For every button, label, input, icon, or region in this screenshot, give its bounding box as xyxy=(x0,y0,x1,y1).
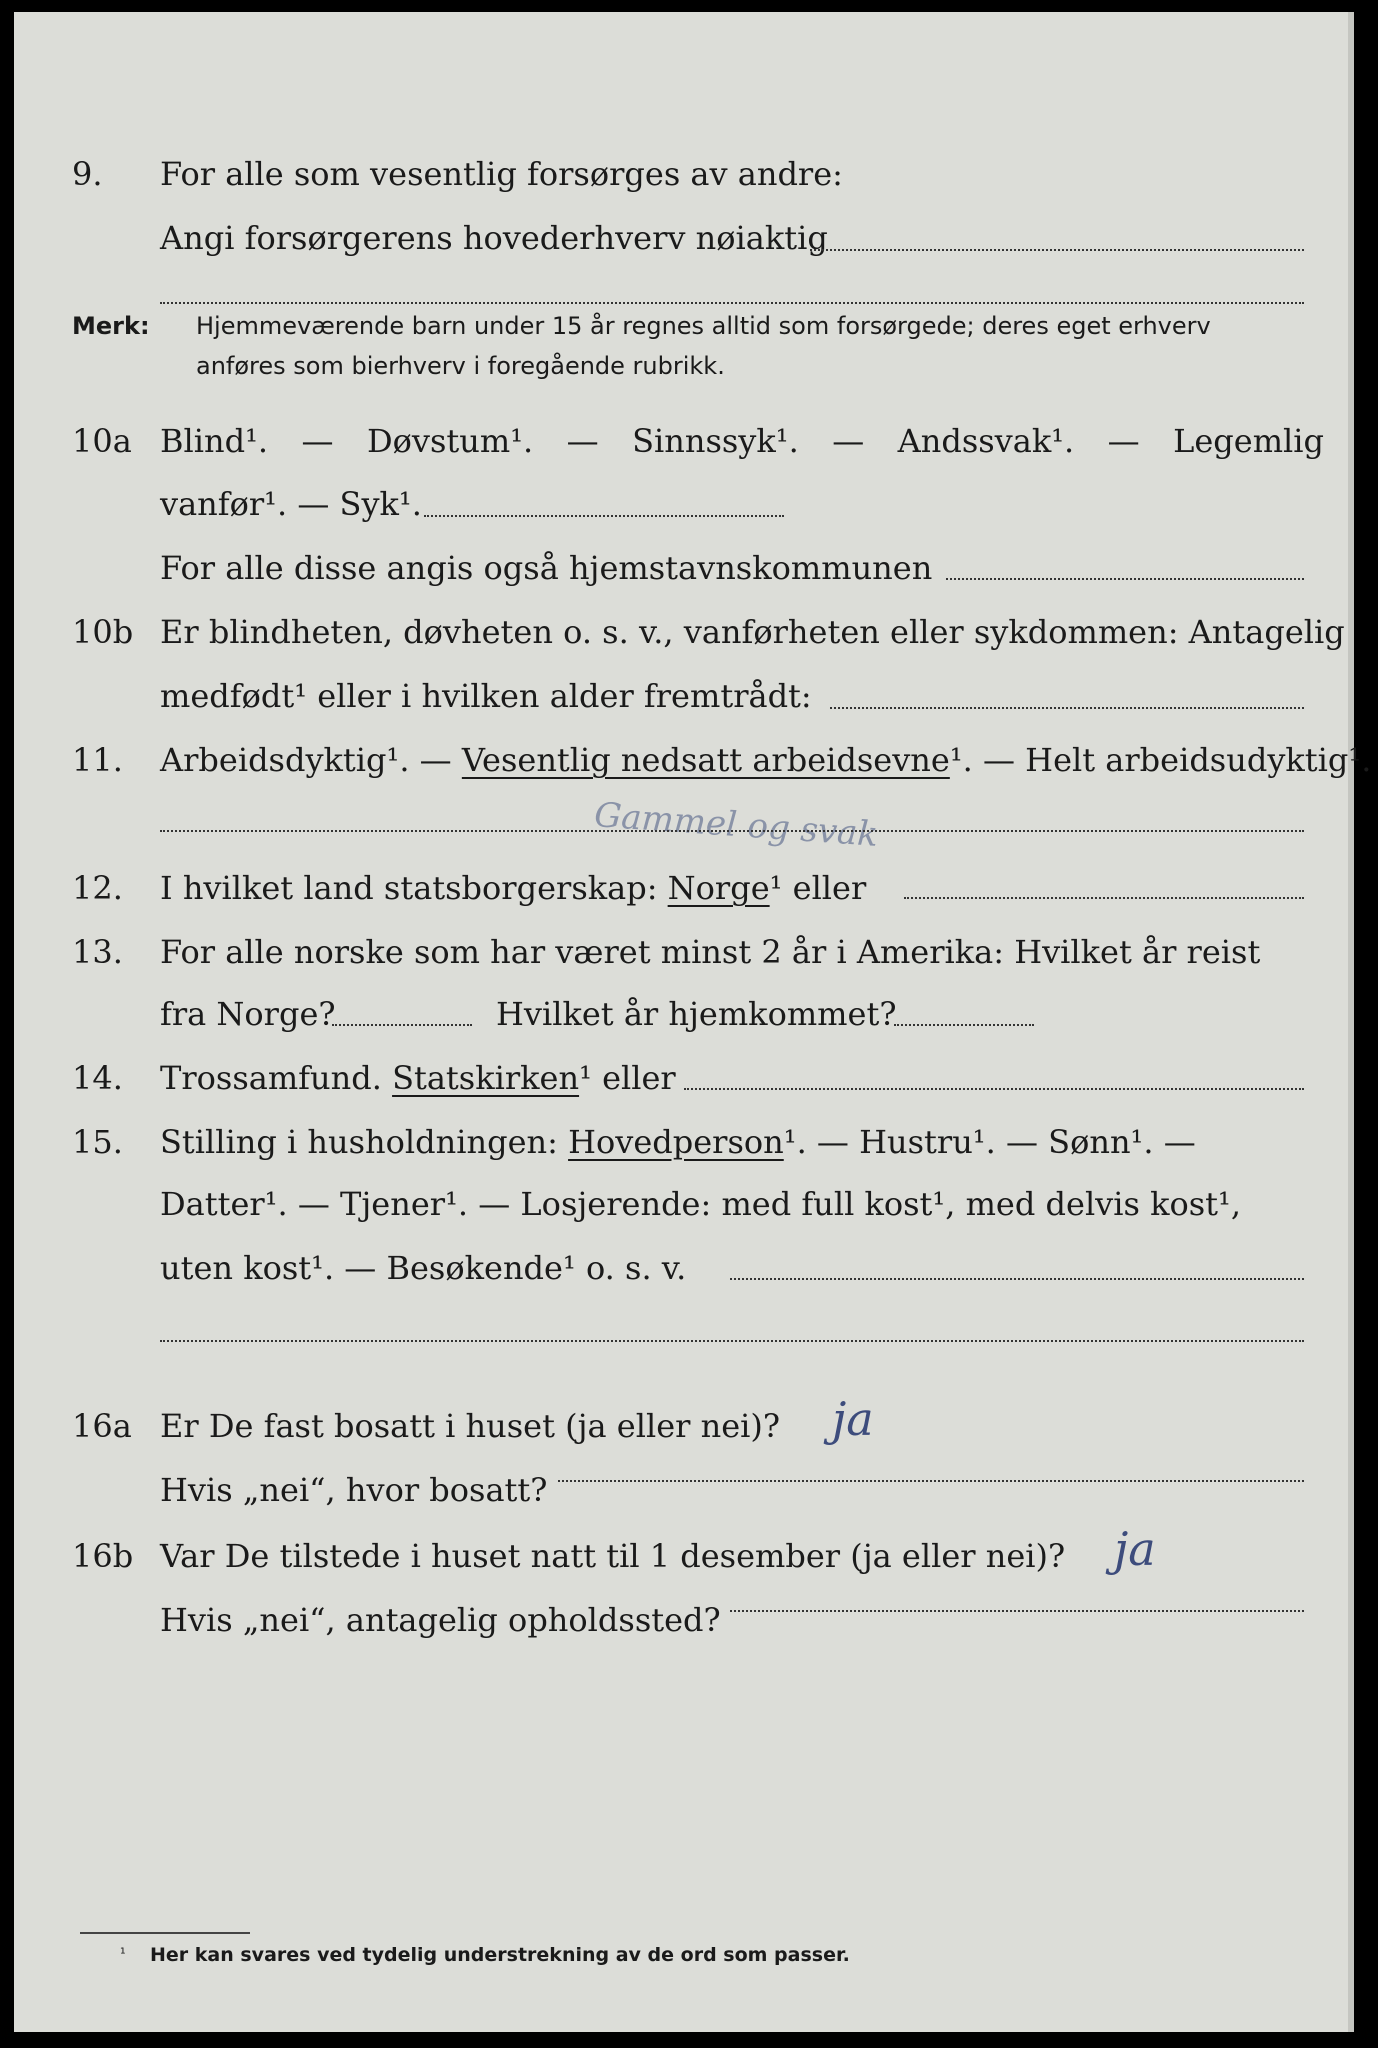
q16b-answer-line[interactable] xyxy=(730,1610,1304,1612)
q10b-number: 10b xyxy=(72,613,134,651)
q14-row xyxy=(14,1044,1354,1097)
q12-selected-norge[interactable]: Norge xyxy=(667,869,770,907)
q10b-line-2: medfødt¹ eller i hvilken alder fremtrådt: xyxy=(160,677,812,715)
footnote-text: Her kan svares ved tydelig understrekning av de ord som passer. xyxy=(150,1944,850,1966)
q10a-row xyxy=(14,407,1354,460)
q10a-home-answer-line[interactable] xyxy=(946,578,1304,580)
q16b-number: 16b xyxy=(72,1537,134,1575)
q9-occupation-label: Angi forsørgerens hovederhverv nøiaktig xyxy=(160,219,828,257)
q10a-row-3 xyxy=(14,534,1354,587)
q16a-line-2: Hvis „nei“, hvor bosatt? xyxy=(160,1471,548,1509)
q12-number: 12. xyxy=(72,869,123,907)
q15-line-1 xyxy=(160,1123,1196,1161)
q11-option-c[interactable]: ¹. — Helt arbeidsudyktig¹. xyxy=(949,741,1372,779)
q15-answer-line-2[interactable] xyxy=(160,1340,1304,1342)
q13-hjemkommet-label: Hvilket år hjemkommet? xyxy=(496,995,897,1033)
q16a-handwritten-answer: ja xyxy=(832,1392,874,1446)
q13-line-1: For alle norske som har været minst 2 år i Amerika: Hvilket år reist xyxy=(160,933,1261,971)
q10b-line-1: Er blindheten, døvheten o. s. v., vanførheten eller sykdommen: Antagelig xyxy=(160,613,1345,651)
q14-selected-statskirken[interactable]: Statskirken xyxy=(392,1059,580,1097)
q11-option-selected[interactable]: Vesentlig nedsatt arbeidsevne xyxy=(461,741,950,779)
q13-hjemkommet-answer[interactable] xyxy=(894,1024,1034,1026)
q16a-line-1: Er De fast bosatt i huset (ja eller nei)? xyxy=(160,1407,781,1445)
q11-answer-row xyxy=(14,792,1354,855)
q9-answer-line[interactable] xyxy=(810,249,1304,251)
q13-row-2 xyxy=(14,980,1354,1033)
q12-text xyxy=(160,869,867,907)
option-sinnssyk[interactable]: Sinnssyk¹. xyxy=(632,422,799,460)
q12-label: I hvilket land statsborgerskap: xyxy=(160,869,668,907)
dash: — xyxy=(566,422,599,460)
q12-eller: ¹ eller xyxy=(769,869,867,907)
dash: — xyxy=(832,422,865,460)
q16b-line-1: Var De tilstede i huset natt til 1 desember (ja eller nei)? xyxy=(160,1537,1066,1575)
q10a-line-2: vanfør¹. — Syk¹. xyxy=(160,485,422,523)
dash: — xyxy=(301,422,334,460)
q14-label: Trossamfund. xyxy=(160,1059,393,1097)
q11-option-a[interactable]: Arbeidsdyktig¹. — xyxy=(160,741,462,779)
q16b-row xyxy=(14,1522,1354,1576)
q9-number: 9. xyxy=(72,155,103,193)
q16b-line-2: Hvis „nei“, antagelig opholdssted? xyxy=(160,1601,721,1639)
q16a-row xyxy=(14,1392,1354,1446)
q10b-answer-line[interactable] xyxy=(830,707,1304,709)
dash: — xyxy=(1107,422,1140,460)
census-form-page xyxy=(14,12,1372,2032)
q16a-answer-line[interactable] xyxy=(558,1480,1304,1482)
q14-answer-line[interactable] xyxy=(684,1088,1304,1090)
q15-line-2[interactable]: Datter¹. — Tjener¹. — Losjerende: med full kost¹, med delvis kost¹, xyxy=(160,1185,1242,1223)
option-dovstum[interactable]: Døvstum¹. xyxy=(366,422,534,460)
merk-label: Merk: xyxy=(72,312,150,340)
option-blind[interactable]: Blind¹. xyxy=(160,422,269,460)
q15-row xyxy=(14,1108,1354,1161)
q15-selected-hovedperson[interactable]: Hovedperson xyxy=(568,1123,784,1161)
option-andssvak[interactable]: Andssvak¹. xyxy=(897,422,1075,460)
merk-line-2: anføres som bierhverv i foregående rubrikk. xyxy=(196,352,725,380)
q12-answer-line[interactable] xyxy=(904,897,1304,899)
q13-reist-answer[interactable] xyxy=(332,1024,472,1026)
q14-number: 14. xyxy=(72,1059,123,1097)
q9-row xyxy=(14,140,1354,193)
q13-row xyxy=(14,918,1354,971)
q10a-number: 10a xyxy=(72,422,132,460)
q11-handwritten-answer: Gammel og svak xyxy=(592,795,880,855)
q15-label: Stilling i husholdningen: xyxy=(160,1123,569,1161)
footnote-rule xyxy=(80,1932,250,1934)
q11-answer-line[interactable] xyxy=(160,830,1304,832)
q10b-row-2 xyxy=(14,662,1354,715)
q14-text xyxy=(160,1059,676,1097)
q14-eller: ¹ eller xyxy=(579,1059,676,1097)
q13-reist-label: fra Norge? xyxy=(160,995,336,1033)
q10a-row-2 xyxy=(14,470,1354,523)
q16a-number: 16a xyxy=(72,1407,132,1445)
q11-number: 11. xyxy=(72,741,123,779)
q11-row xyxy=(14,726,1372,779)
q15-row-2 xyxy=(14,1170,1354,1223)
q15-number: 15. xyxy=(72,1123,123,1161)
q13-number: 13. xyxy=(72,933,123,971)
q15-options-rest[interactable]: ¹. — Hustru¹. — Sønn¹. — xyxy=(783,1123,1196,1161)
q16b-handwritten-answer: ja xyxy=(1114,1522,1156,1576)
q9-text: For alle som vesentlig forsørges av andre: xyxy=(160,155,843,193)
q9-row-2 xyxy=(14,204,1354,257)
q11-text xyxy=(160,741,1372,779)
option-legemlig[interactable]: Legemlig xyxy=(1173,422,1324,460)
q10a-options xyxy=(160,422,1324,460)
footnote-mark: ¹ xyxy=(120,1946,126,1962)
q10a-answer-line[interactable] xyxy=(424,515,784,517)
q15-line-3[interactable]: uten kost¹. — Besøkende¹ o. s. v. xyxy=(160,1249,687,1287)
q10b-row xyxy=(14,598,1354,651)
merk-line-1: Hjemmeværende barn under 15 år regnes alltid som forsørgede; deres eget erhverv xyxy=(196,312,1211,340)
q9-answer-line-2[interactable] xyxy=(160,302,1304,304)
q10a-line-3: For alle disse angis også hjemstavnskommunen xyxy=(160,549,933,587)
q15-row-3 xyxy=(14,1234,1354,1287)
q15-answer-line[interactable] xyxy=(730,1278,1304,1280)
